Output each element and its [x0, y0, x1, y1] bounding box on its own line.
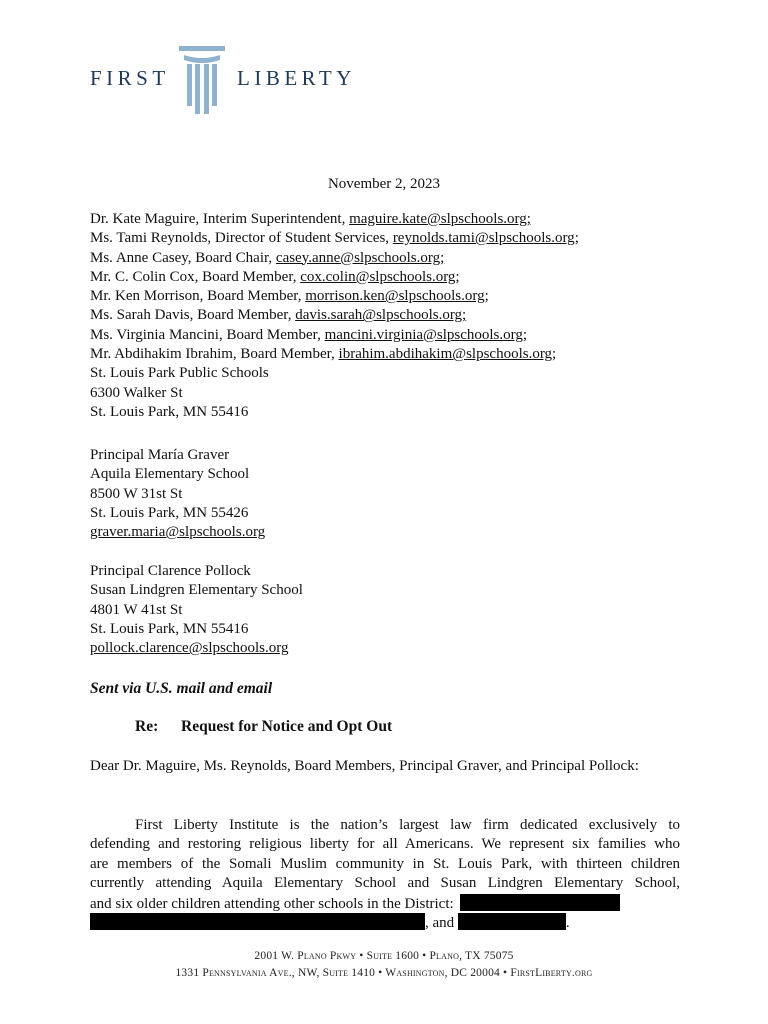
- redaction-block: [90, 913, 425, 930]
- recipient-line: Ms. Tami Reynolds, Director of Student Services, reynolds.tami@slpschools.org;: [90, 230, 579, 247]
- first-liberty-logo: [90, 46, 360, 118]
- address-line: St. Louis Park, MN 55416: [90, 620, 249, 637]
- district-name: St. Louis Park Public Schools: [90, 365, 269, 382]
- email-link[interactable]: pollock.clarence@slpschools.org: [90, 640, 289, 657]
- email-link[interactable]: casey.anne@slpschools.org;: [275, 249, 445, 266]
- body-line: and six older children attending other schools in the District:: [90, 894, 680, 913]
- delivery-method: Sent via U.S. mail and email: [90, 680, 273, 697]
- recipient-line: Mr. Ken Morrison, Board Member, morrison.ken@slpschools.org;: [90, 288, 489, 305]
- letter-date: November 2, 2023: [327, 176, 441, 192]
- recipient-line: Ms. Anne Casey, Board Chair, casey.anne@slpschools.org;: [90, 249, 445, 266]
- email-link[interactable]: ibrahim.abdihakim@slpschools.org: [338, 346, 553, 363]
- body-paragraph: [90, 816, 680, 932]
- footer-address-dc: 1331 Pennsylvania Ave., NW, Suite 1410 • Washington, DC 20004 • FirstLiberty.org: [175, 967, 593, 979]
- email-link[interactable]: maguire.kate@slpschools.org;: [349, 211, 531, 227]
- letterhead-footer: [0, 948, 768, 982]
- body-line: , and .: [90, 913, 680, 932]
- address-line: 4801 W 41st St: [90, 601, 183, 618]
- recipient-line: Ms. Virginia Mancini, Board Member, mancini.virginia@slpschools.org;: [90, 326, 528, 343]
- email-link[interactable]: cox.colin@slpschools.org;: [300, 268, 460, 285]
- address-line: St. Louis Park, MN 55426: [90, 504, 249, 521]
- redaction-block: [460, 894, 620, 911]
- email-link[interactable]: graver.maria@slpschools.org: [90, 524, 266, 541]
- pillar-icon: [178, 46, 226, 118]
- re-label: Re:: [135, 718, 159, 735]
- redaction-block: [458, 913, 566, 930]
- recipient-line: Mr. C. Colin Cox, Board Member, cox.colin@slpschools.org;: [90, 268, 460, 285]
- recipient-line: Mr. Abdihakim Ibrahim, Board Member, ibrahim.abdihakim@slpschools.org;: [90, 346, 557, 363]
- address-line: Aquila Elementary School: [90, 466, 250, 483]
- district-city: St. Louis Park, MN 55416: [90, 403, 249, 420]
- body-line: defending and restoring religious liberty for all Americans. We represent six families who: [90, 836, 680, 853]
- address-line: Susan Lindgren Elementary School: [90, 582, 303, 599]
- subject-line: [135, 718, 392, 736]
- address-line: Principal María Graver: [90, 447, 230, 463]
- district-street: 6300 Walker St: [90, 384, 183, 401]
- email-link[interactable]: mancini.virginia@slpschools.org: [324, 326, 523, 343]
- logo-word-first: FIRST: [90, 66, 170, 90]
- address-line: 8500 W 31st St: [90, 485, 183, 502]
- salutation: Dear Dr. Maguire, Ms. Reynolds, Board Members, Principal Graver, and Principal Pollock:: [90, 758, 639, 774]
- recipient-line: Ms. Sarah Davis, Board Member, davis.sarah@slpschools.org;: [90, 307, 467, 324]
- email-link[interactable]: morrison.ken@slpschools.org: [305, 288, 485, 305]
- address-line: Principal Clarence Pollock: [90, 563, 251, 579]
- body-line: are members of the Somali Muslim community in St. Louis Park, with thirteen children: [90, 855, 680, 872]
- subject-text: Request for Notice and Opt Out: [181, 718, 393, 735]
- recipient-list: [90, 210, 579, 422]
- recipient-line: Dr. Kate Maguire, Interim Superintendent, maguire.kate@slpschools.org;: [90, 211, 531, 227]
- email-link[interactable]: reynolds.tami@slpschools.org: [392, 230, 575, 247]
- email-link[interactable]: davis.sarah@slpschools.org;: [295, 307, 467, 324]
- body-line: First Liberty Institute is the nation’s largest law firm dedicated exclusively to: [135, 817, 680, 833]
- footer-address-plano: 2001 W. Plano Pkwy • Suite 1600 • Plano, TX 75075: [254, 950, 514, 962]
- body-line: currently attending Aquila Elementary School and Susan Lindgren Elementary School,: [90, 875, 680, 892]
- aquila-address: [90, 446, 265, 542]
- logo-word-liberty: LIBERTY: [237, 66, 356, 90]
- lindgren-address: [90, 562, 303, 658]
